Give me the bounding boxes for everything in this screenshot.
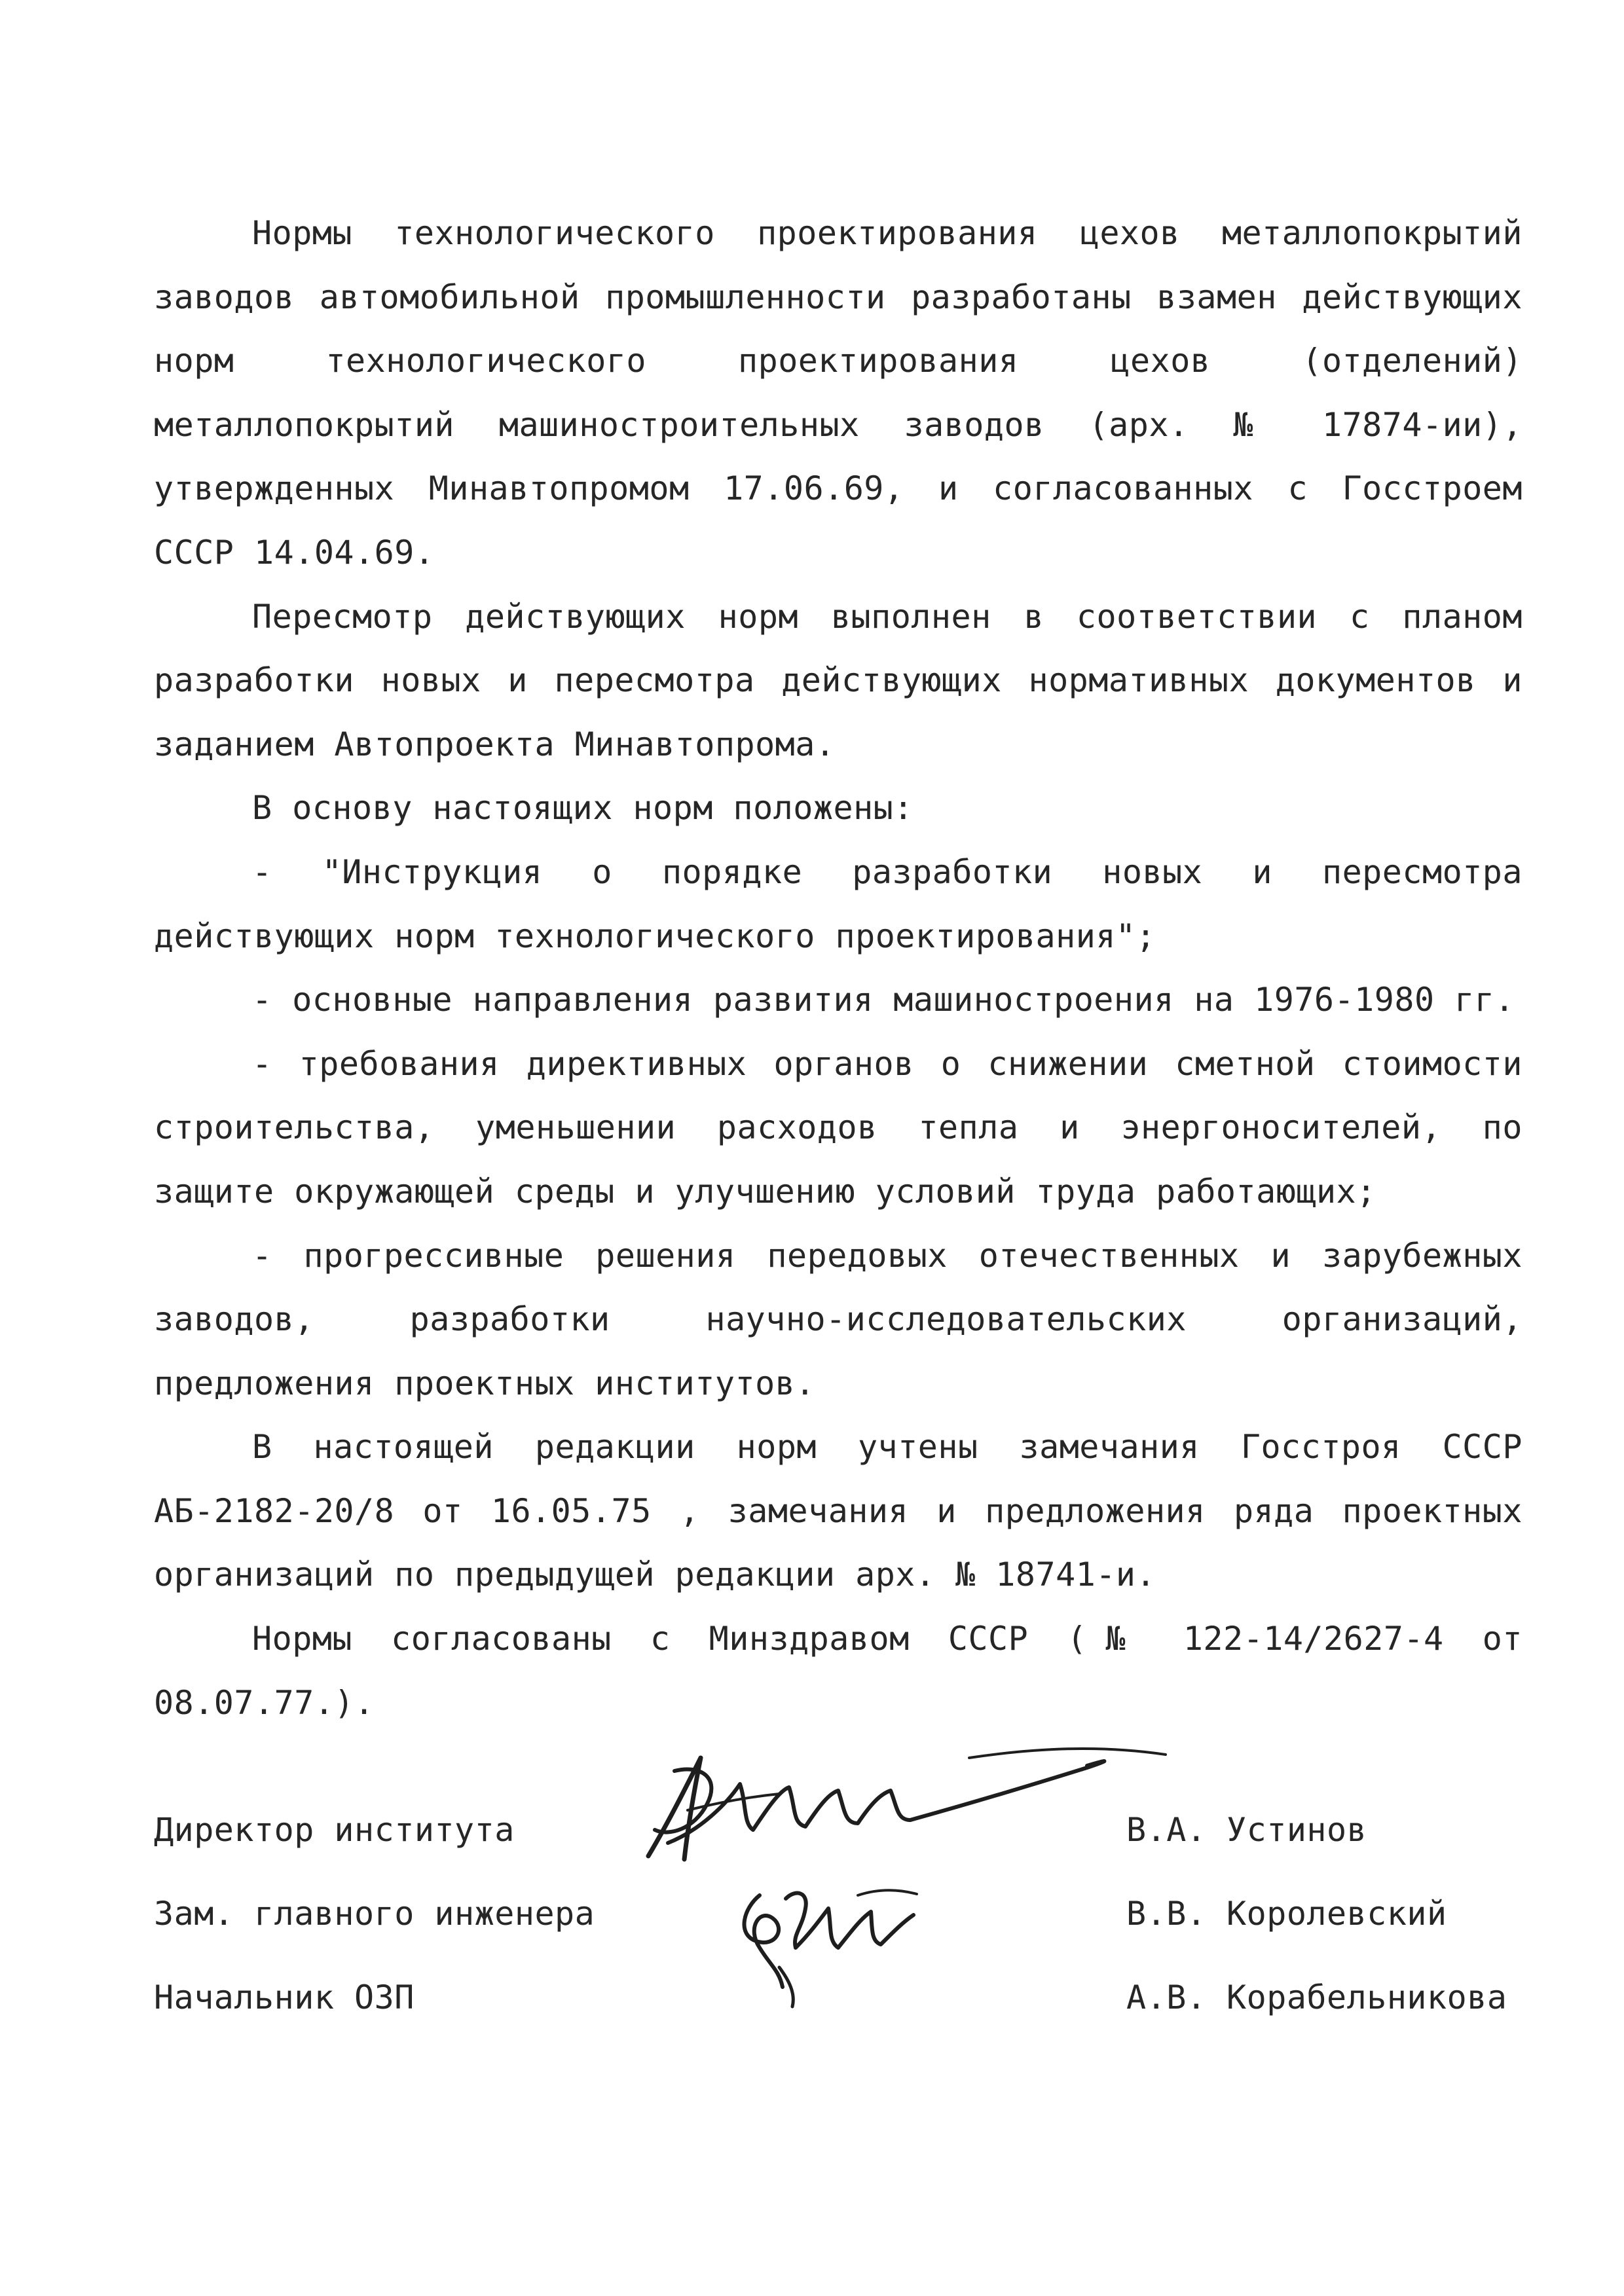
list-item-directions: - основные направления развития машиностроения на 1976-1980 гг. xyxy=(252,981,1515,1019)
list-item-instruction: - "Инструкция о порядке разработки новых и пересмотра действующих норм технологического проектирования"; xyxy=(154,852,1522,955)
signature-name: А.В. Корабельникова xyxy=(1126,1978,1507,2016)
signature-row-deputy-chief-engineer xyxy=(154,1881,1542,1946)
document-body xyxy=(154,202,1522,1735)
paragraph-revision: Пересмотр действующих норм выполнен в соответствии с планом разработки новых и пересмотра действующих нормативных документов и заданием Автопроекта Минавтопрома. xyxy=(154,597,1522,763)
signature-name: В.В. Королевский xyxy=(1126,1895,1447,1933)
signature-role: Директор института xyxy=(154,1811,515,1849)
list-item-progressive-solutions: - прогрессивные решения передовых отечественных и зарубежных заводов, разработки научно-исследовательских организаций, предложения проектных институтов. xyxy=(154,1236,1522,1402)
list-item-requirements: - требования директивных органов о снижении сметной стоимости строительства, уменьшении расходов тепла и энергоносителей, по защите окружающей среды и улучшению условий труда работающих; xyxy=(154,1044,1522,1211)
paragraph-remarks: В настоящей редакции норм учтены замечания Госстроя СССР АБ-2182-20/8 от 16.05.75 , замечания и предложения ряда проектных организаций по предыдущей редакции арх. № 18741-и. xyxy=(154,1428,1522,1594)
signature-role: Зам. главного инженера xyxy=(154,1895,595,1933)
signature-name: В.А. Устинов xyxy=(1126,1811,1367,1849)
paragraph-approval: Нормы согласованы с Минздравом СССР (№ 122-14/2627-4 от 08.07.77.). xyxy=(154,1620,1522,1722)
paragraph-intro: Нормы технологического проектирования цехов металлопокрытий заводов автомобильной промышленности разработаны взамен действующих норм технологического проектирования цехов (отделений) металлопокрытий машиностроительных заводов (арх. № 17874-ии), утвержденных Минавтопромом 17.06.69, и согласованных с Госстроем СССР 14.04.69. xyxy=(154,214,1522,572)
signature-row-department-head xyxy=(154,1965,1542,2030)
paragraph-basis-heading: В основу настоящих норм положены: xyxy=(252,789,913,828)
signature-role: Начальник ОЗП xyxy=(154,1978,415,2016)
signature-row-director xyxy=(154,1797,1542,1863)
